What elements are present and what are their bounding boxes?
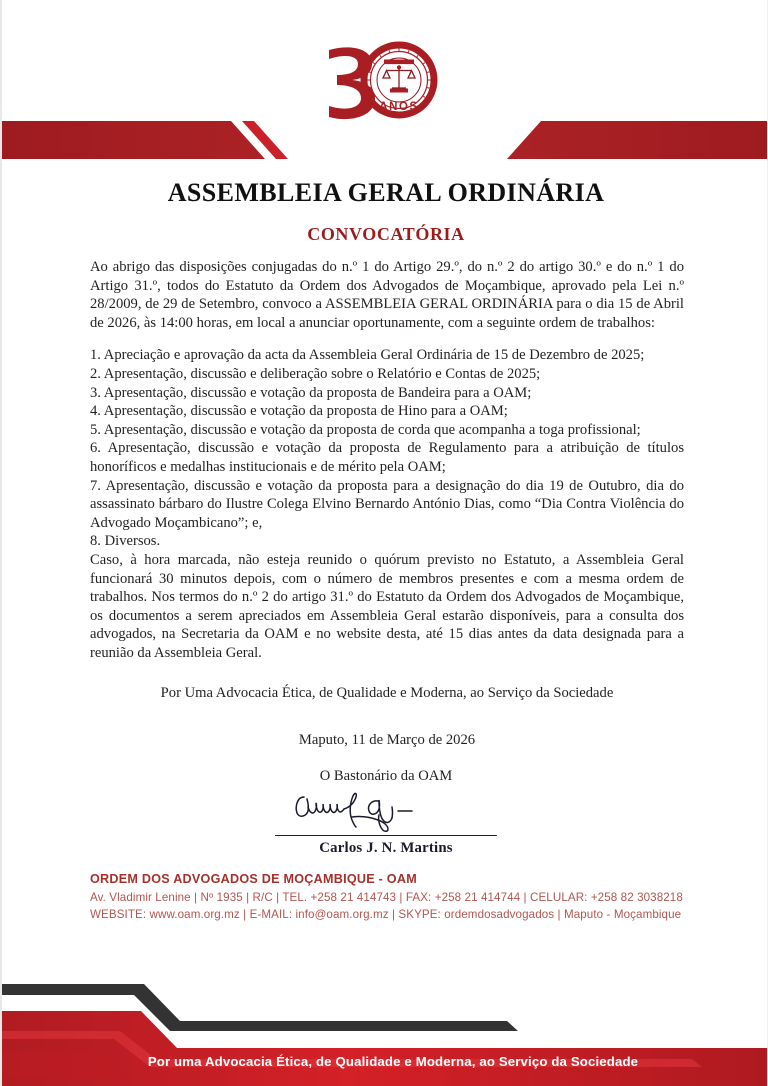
signatory-name: Carlos J. N. Martins — [319, 840, 453, 856]
page-subtitle: CONVOCATÓRIA — [307, 224, 465, 244]
agenda-item: 8. Diversos. — [90, 533, 161, 550]
body-motto: Por Uma Advocacia Ética, de Qualidade e Moderna, ao Serviço da Sociedade — [160, 685, 614, 702]
top-banner-shapes — [2, 118, 768, 162]
logo-svg — [296, 34, 476, 126]
agenda-item: 4. Apresentação, discussão e votação da proposta de Hino para a OAM; — [90, 403, 508, 420]
oam-anniversary-logo — [2, 34, 768, 126]
agenda-item: 6. Apresentação, discussão e votação da proposta de Regulamento para a atribuição de títulos honoríficos e medalhas institucionais e de mérito pela OAM; — [90, 440, 684, 475]
signature-block — [2, 768, 768, 857]
top-decorative-banner — [2, 118, 768, 162]
footer-contact-info — [90, 872, 690, 923]
handwritten-signature-icon — [266, 787, 506, 835]
intro-paragraph: Ao abrigo das disposições conjugadas do n.º 1 do Artigo 29.º, do n.º 2 do artigo 30.º e do n.º 1 do Artigo 31.º, todos do Estatuto da Ordem dos Advogados de Moçambique, aprovado pela Lei n.º 28/2009, de 29 de Setembro, convoco a ASSEMBLEIA GERAL ORDINÁRIA para o dia 15 de Abril de 2026, às 14:00 horas, em local a anunciar oportunamente, com a seguinte ordem de trabalhos: — [90, 259, 684, 331]
place-and-date: Maputo, 11 de Março de 2026 — [298, 732, 476, 749]
document-body — [90, 258, 684, 750]
agenda-item: 2. Apresentação, discussão e deliberação sobre o Relatório e Contas de 2025; — [90, 365, 541, 382]
bottom-decorative-banner — [2, 955, 768, 1086]
bottom-banner-motto: Por uma Advocacia Ética, de Qualidade e Moderna, ao Serviço da Sociedade — [147, 1054, 639, 1069]
top-banner-right-block — [507, 121, 768, 159]
agenda-list — [90, 346, 684, 551]
page-title: ASSEMBLEIA GERAL ORDINÁRIA — [167, 178, 605, 207]
footer-web-line: WEBSITE: www.oam.org.mz | E-MAIL: info@oam.org.mz | SKYPE: ordemdosadvogados | Maputo - Moçambique — [90, 907, 682, 921]
footer-organization-name: ORDEM DOS ADVOGADOS DE MOÇAMBIQUE - OAM — [90, 872, 417, 886]
agenda-item: 5. Apresentação, discussão e votação da proposta de corda que acompanha a toga profissional; — [90, 421, 641, 438]
agenda-item: 1. Apreciação e aprovação da acta da Assembleia Geral Ordinária de 15 de Dezembro de 2025; — [90, 347, 645, 364]
svg-text:ANOS: ANOS — [379, 101, 419, 113]
agenda-item: 7. Apresentação, discussão e votação da proposta para a designação do dia 19 de Outubro, dia do assassinato bárbaro do Ilustre Colega Elvino Bernardo António Dias, como “Dia Contra Violência do Advogado Moçambicano”; e, — [90, 477, 684, 531]
signature-svg — [266, 787, 506, 835]
footer-address-line: Av. Vladimir Lenine | Nº 1935 | R/C | TEL. +258 21 414743 | FAX: +258 21 414744 | CELULAR: +258 82 3038218 — [90, 891, 683, 904]
closing-paragraph: Caso, à hora marcada, não esteja reunido o quórum previsto no Estatuto, a Assembleia Geral funcionará 30 minutos depois, com o número de membros presentes e com a mesma ordem de trabalhos. Nos termos do n.º 2 do artigo 31.º do Estatuto da Ordem dos Advogados de Moçambique, os documentos a serem apreciados em Assembleia Geral estarão disponíveis, para a consulta dos advogados, na Secretaria da OAM e no website desta, até 15 dias antes da data designada para a reunião da Assembleia Geral. — [90, 551, 684, 661]
signatory-role: O Bastonário da OAM — [319, 768, 453, 784]
signature-rule — [275, 835, 497, 836]
top-banner-left-block — [2, 121, 265, 159]
agenda-item: 3. Apresentação, discussão e votação da proposta de Bandeira para a OAM; — [90, 384, 532, 401]
